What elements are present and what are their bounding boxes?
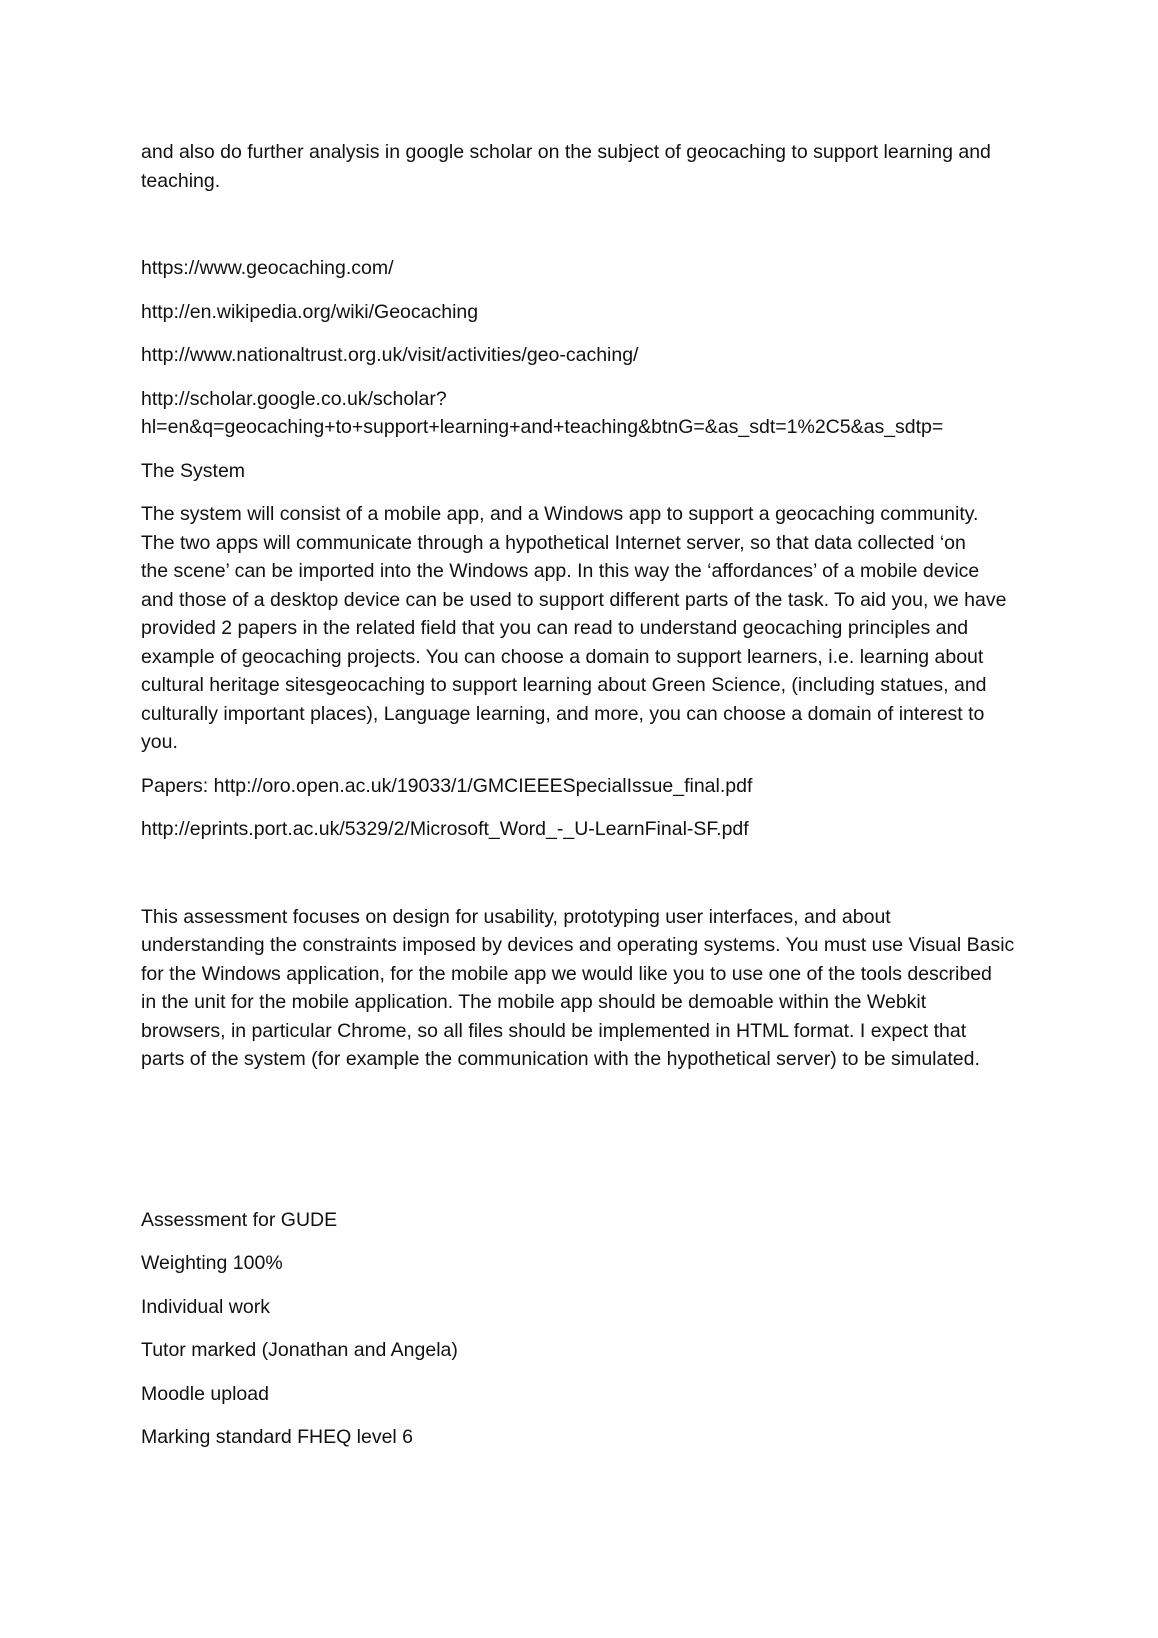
system-line: culturally important places), Language learning, and more, you can choose a domain of interest to	[141, 702, 985, 725]
detail-weighting: Weighting 100%	[141, 1252, 283, 1274]
assessment-line: for the Windows application, for the mobile app we would like you to use one of the tools described	[141, 962, 992, 985]
assessment-paragraph	[141, 903, 1031, 1074]
system-paragraph	[141, 500, 1031, 757]
scholar-link-line: hl=en&q=geocaching+to+support+learning+and+teaching&btnG=&as_sdt=1%2C5&as_sdtp=	[141, 416, 944, 438]
system-line: example of geocaching projects. You can choose a domain to support learners, i.e. learning about	[141, 645, 984, 668]
scholar-link-line: http://scholar.google.co.uk/scholar?	[141, 387, 447, 410]
spacer	[141, 1089, 1031, 1206]
system-line: the scene’ can be imported into the Windows app. In this way the ‘affordances’ of a mobile device	[141, 560, 980, 582]
spacer	[141, 210, 1031, 254]
system-line: The two apps will communicate through a hypothetical Internet server, so that data collected ‘on	[141, 531, 966, 554]
spacer	[141, 859, 1031, 903]
intro-line: and also do further analysis in google scholar on the subject of geocaching to support learning and	[141, 141, 991, 163]
system-heading: The System	[141, 459, 246, 482]
system-line: The system will consist of a mobile app, and a Windows app to support a geocaching community.	[141, 503, 979, 525]
system-line: cultural heritage sitesgeocaching to support learning about Green Science, (including statues, and	[141, 674, 987, 696]
intro-paragraph	[141, 138, 1031, 195]
link-google-scholar	[141, 385, 1031, 442]
system-line: and those of a desktop device can be used to support different parts of the task. To aid you, we have	[141, 588, 1007, 611]
detail-assessment-for: Assessment for GUDE	[141, 1208, 338, 1231]
assessment-line: browsers, in particular Chrome, so all files should be implemented in HTML format. I expect that	[141, 1019, 967, 1042]
detail-tutor-marked: Tutor marked (Jonathan and Angela)	[141, 1339, 458, 1361]
link-wikipedia: http://en.wikipedia.org/wiki/Geocaching	[141, 300, 479, 323]
detail-marking-standard: Marking standard FHEQ level 6	[141, 1426, 414, 1448]
assessment-line: in the unit for the mobile application. The mobile app should be demoable within the Webkit	[141, 991, 927, 1013]
papers-link-2: http://eprints.port.ac.uk/5329/2/Microsoft_Word_-_U-LearnFinal-SF.pdf	[141, 818, 749, 840]
papers-link-1: Papers: http://oro.open.ac.uk/19033/1/GMCIEEESpecialIssue_final.pdf	[141, 774, 753, 797]
intro-line: teaching.	[141, 169, 221, 192]
detail-moodle-upload: Moodle upload	[141, 1382, 269, 1405]
system-line: provided 2 papers in the related field that you can read to understand geocaching principles and	[141, 617, 969, 639]
link-nationaltrust: http://www.nationaltrust.org.uk/visit/activities/geo-caching/	[141, 344, 639, 366]
link-geocaching: https://www.geocaching.com/	[141, 257, 394, 279]
detail-individual-work: Individual work	[141, 1295, 270, 1318]
system-line: you.	[141, 731, 178, 753]
assessment-line: This assessment focuses on design for usability, prototyping user interfaces, and about	[141, 905, 891, 928]
document-page	[141, 138, 1031, 1467]
assessment-line: parts of the system (for example the communication with the hypothetical server) to be simulated.	[141, 1048, 980, 1070]
assessment-line: understanding the constraints imposed by devices and operating systems. You must use Visual Basic	[141, 934, 1015, 956]
